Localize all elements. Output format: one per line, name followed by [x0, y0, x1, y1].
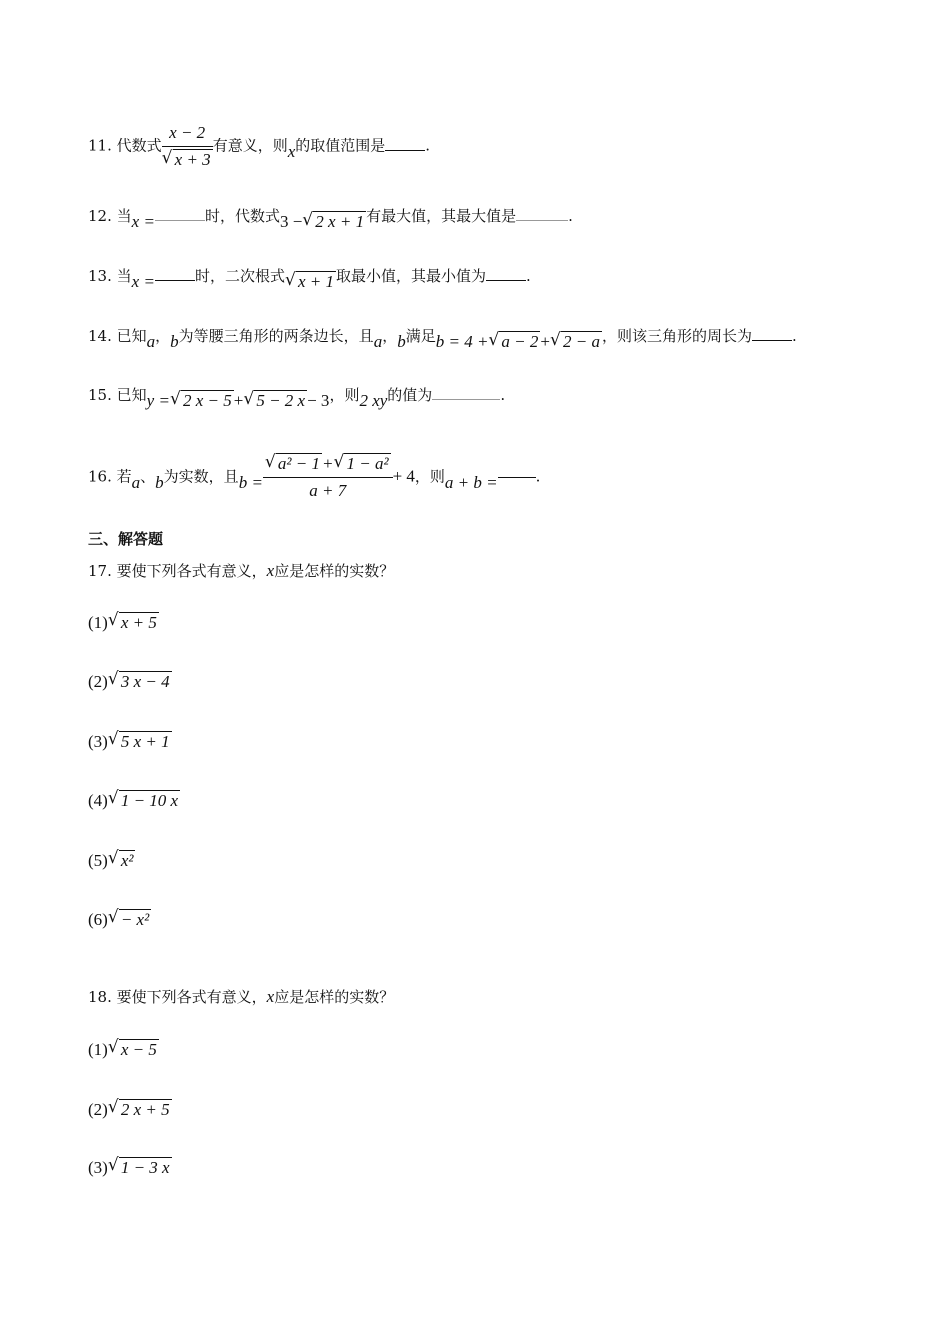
q16-tail: + 4	[392, 466, 415, 486]
q17-item-radicand: x + 5	[120, 613, 157, 632]
question-17-stem	[88, 560, 394, 582]
q17-item-6	[88, 909, 151, 930]
q15-radicand-2: 5 − 2 x	[256, 391, 306, 410]
q17-item-5	[88, 850, 135, 871]
q15-sqrt-1	[170, 390, 234, 412]
q14-var-b2: b	[397, 332, 406, 351]
q11-text-b: 有意义，则	[212, 136, 288, 155]
q15-sqrt-2	[243, 390, 307, 412]
q16-var-a: a	[131, 472, 141, 492]
q14-text-b: 为等腰三角形的两条边长，且	[178, 327, 374, 345]
q12-text-b: 时，代数式	[204, 207, 280, 225]
q12-end: .	[568, 207, 573, 225]
q17-item-label: (6)	[88, 910, 108, 929]
q17-item-radicand: 1 − 10 x	[120, 791, 179, 810]
q17-item-radicand: 3 x − 4	[120, 672, 170, 691]
q11-text-c: 的取值范围是	[295, 136, 386, 155]
q17-item-label: (1)	[88, 613, 108, 632]
q17-item-radicand: 5 x + 1	[120, 732, 170, 751]
q11-answer-blank[interactable]	[385, 150, 425, 151]
q12-sqrt	[302, 211, 366, 233]
q11-text-a: 代数式	[116, 136, 162, 155]
q14-number: 14.	[88, 327, 112, 345]
question-15	[88, 384, 506, 410]
q17-number: 17.	[88, 562, 112, 580]
q12-text-c: 有最大值，其最大值是	[366, 207, 517, 225]
q17-item-label: (4)	[88, 791, 108, 810]
q15-text-b: ，则	[329, 386, 360, 404]
q11-fraction	[162, 122, 213, 171]
q17-item-sqrt	[108, 731, 172, 752]
question-14	[88, 325, 797, 351]
q13-expr-a: x =	[131, 272, 155, 291]
q16-plus: +	[322, 454, 334, 473]
q12-expr-a: x =	[131, 212, 155, 231]
q13-text-c: 取最小值，其最小值为	[335, 267, 486, 285]
q17-item-4	[88, 790, 180, 811]
q18-item-label: (2)	[88, 1100, 108, 1119]
q16-var-b: b	[155, 472, 164, 492]
q18-stem-var: x	[266, 987, 275, 1006]
q17-item-1	[88, 612, 159, 633]
q15-number: 15.	[88, 386, 112, 404]
q16-sep: 、	[140, 467, 156, 486]
q17-item-sqrt	[108, 671, 172, 692]
q13-blank-1[interactable]	[155, 280, 195, 281]
q18-item-sqrt	[108, 1099, 172, 1120]
q14-expr: b = 4 +	[435, 332, 489, 351]
q17-stem-b: 应是怎样的实数？	[274, 562, 395, 580]
q14-var-b: b	[170, 332, 179, 351]
q15-plus: +	[233, 391, 244, 410]
section-heading: 三、解答题	[88, 530, 164, 548]
q16-expr-b: a + b =	[444, 472, 498, 492]
q13-number: 13.	[88, 267, 112, 285]
q14-radicand-1: a − 2	[501, 332, 539, 351]
question-18-stem	[88, 986, 394, 1008]
q16-text-a: 若	[116, 467, 132, 486]
q14-text-c: 满足	[405, 327, 436, 345]
q18-item-2	[88, 1099, 172, 1120]
q18-item-label: (3)	[88, 1158, 108, 1177]
q13-sqrt	[285, 271, 336, 293]
q18-item-sqrt	[108, 1039, 159, 1060]
q16-radicand-1: a² − 1	[277, 454, 320, 473]
q11-frac-numerator: x − 2	[162, 122, 213, 147]
q11-var: x	[287, 141, 296, 161]
q17-item-3	[88, 731, 172, 752]
q15-text-c: 的值为	[387, 386, 433, 404]
q17-item-label: (2)	[88, 672, 108, 691]
question-11	[88, 122, 430, 171]
q16-sqrt-1	[265, 453, 322, 475]
q14-var-a: a	[146, 332, 156, 351]
question-12	[88, 205, 573, 231]
q18-item-radicand: 1 − 3 x	[120, 1158, 170, 1177]
q18-stem-a: 要使下列各式有意义，	[116, 988, 267, 1006]
q16-expr-a: b =	[238, 472, 263, 492]
q17-item-label: (5)	[88, 851, 108, 870]
q17-item-radicand: − x²	[120, 910, 150, 929]
q17-item-sqrt	[108, 909, 151, 930]
q18-item-radicand: x − 5	[120, 1040, 157, 1059]
q18-item-1	[88, 1039, 159, 1060]
q17-item-label: (3)	[88, 732, 108, 751]
q13-blank-2[interactable]	[486, 280, 526, 281]
q14-sqrt-2	[550, 331, 602, 353]
q17-stem-var: x	[266, 561, 275, 580]
q14-var-a2: a	[373, 332, 383, 351]
q15-answer-blank[interactable]	[432, 399, 500, 400]
q11-sqrt	[162, 149, 213, 171]
q13-radicand: x + 1	[297, 272, 334, 291]
q13-text-b: 时，二次根式	[194, 267, 285, 285]
q18-item-sqrt	[108, 1157, 172, 1178]
q16-fraction	[263, 453, 393, 502]
q14-plus: +	[540, 332, 550, 351]
q17-item-2	[88, 671, 172, 692]
q16-answer-blank[interactable]	[498, 477, 536, 478]
q11-number: 11.	[88, 136, 112, 155]
q11-end: .	[425, 136, 431, 155]
q12-expr-b: 3 −	[279, 212, 303, 231]
q17-item-sqrt	[108, 850, 136, 871]
q15-text-a: 已知	[116, 386, 147, 404]
q14-sep: ，	[155, 327, 171, 345]
q17-item-sqrt	[108, 790, 180, 811]
q18-item-label: (1)	[88, 1040, 108, 1059]
q16-number: 16.	[88, 467, 112, 486]
q12-text-a: 当	[116, 207, 132, 225]
q17-item-radicand: x²	[120, 851, 134, 870]
q14-end: .	[792, 327, 797, 345]
q12-number: 12.	[88, 207, 112, 225]
q16-radicand-2: 1 − a²	[346, 454, 389, 473]
q18-stem-b: 应是怎样的实数？	[274, 988, 395, 1006]
q14-sep2: ，	[382, 327, 398, 345]
q17-stem-a: 要使下列各式有意义，	[116, 562, 267, 580]
q18-item-radicand: 2 x + 5	[120, 1100, 170, 1119]
q15-end: .	[500, 386, 506, 404]
q16-text-b: 为实数，且	[163, 467, 239, 486]
question-16	[88, 453, 540, 502]
question-13	[88, 265, 531, 291]
q16-text-c: ，则	[414, 467, 445, 486]
q18-number: 18.	[88, 988, 112, 1006]
q11-frac-denominator: x + 3	[174, 150, 211, 169]
q13-text-a: 当	[116, 267, 132, 285]
q14-answer-blank[interactable]	[752, 340, 792, 341]
q12-blank-2[interactable]	[516, 220, 568, 221]
q18-item-3	[88, 1157, 172, 1178]
q14-radicand-2: 2 − a	[563, 332, 600, 351]
q16-sqrt-2	[333, 453, 390, 475]
q15-expr-a: y =	[146, 391, 170, 410]
q15-tail: − 3	[307, 391, 330, 410]
q12-blank-1[interactable]	[155, 220, 205, 221]
q14-sqrt-1	[488, 331, 540, 353]
q14-text-d: ，则该三角形的周长为	[601, 327, 752, 345]
q16-denominator: a + 7	[309, 481, 347, 500]
q17-item-sqrt	[108, 612, 159, 633]
q13-end: .	[526, 267, 531, 285]
q16-end: .	[535, 467, 541, 486]
q12-radicand: 2 x + 1	[315, 212, 365, 231]
q14-text-a: 已知	[116, 327, 147, 345]
q15-radicand-1: 2 x − 5	[182, 391, 232, 410]
q15-expr-b: 2 xy	[359, 391, 388, 410]
